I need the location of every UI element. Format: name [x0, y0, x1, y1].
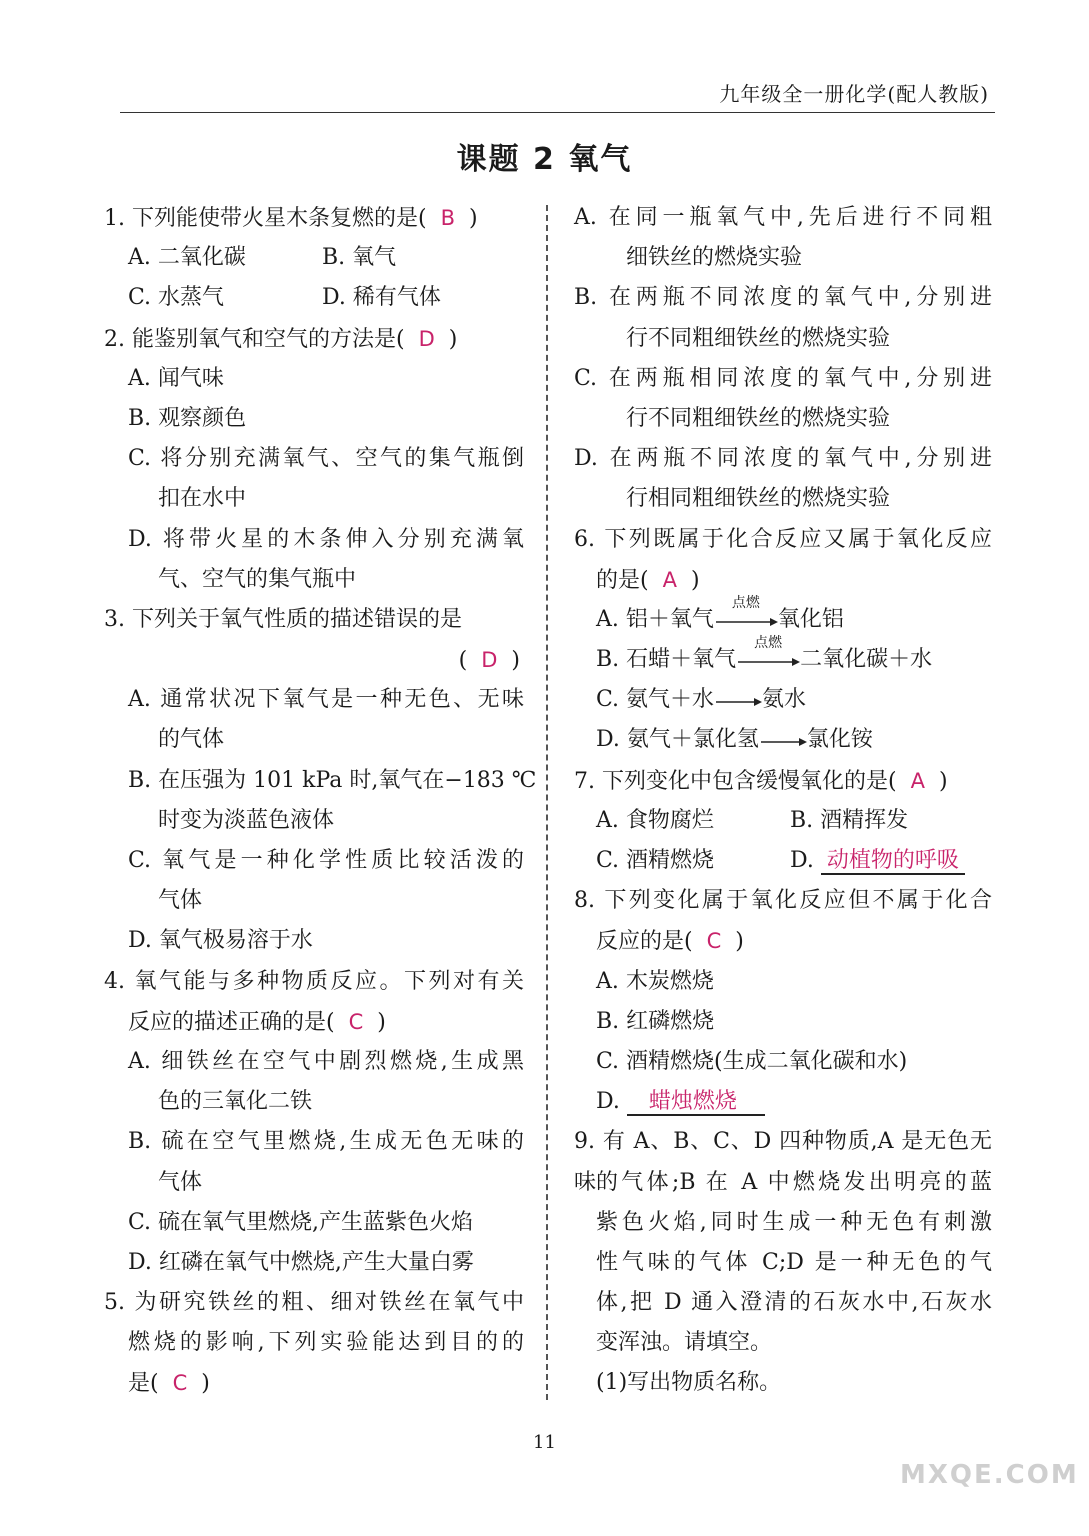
q8-stem: 8. 下列变化属于氧化反应但不属于化合 [574, 888, 992, 914]
q5-option-a: A. 在同一瓶氧气中,先后进行不同粗 [574, 205, 992, 230]
left-column [104, 198, 537, 1404]
q3-answer-line: ( D ) [458, 648, 520, 674]
q2-stem: 2. 能鉴别氧气和空气的方法是( D ) [104, 326, 458, 352]
q1-option-b: B. 氧气 [322, 245, 397, 271]
q3-option-a-cont: 的气体 [158, 727, 225, 753]
watermark: MXQE.COM [900, 1460, 1079, 1490]
q6-stem: 6. 下列既属于化合反应又属于氧化反应 [574, 526, 992, 552]
q5-option-c-cont: 行不同粗细铁丝的燃烧实验 [626, 405, 891, 431]
q7-stem: 7. 下列变化中包含缓慢氧化的是( A ) [574, 768, 948, 794]
q2-answer: D [418, 326, 435, 351]
page-number: 11 [533, 1432, 556, 1453]
q8-option-b: B. 红磷燃烧 [596, 1008, 715, 1034]
q4-option-b-cont: 气体 [158, 1169, 203, 1195]
q5-option-d-cont: 行相同粗细铁丝的燃烧实验 [626, 486, 891, 512]
q9-stem-line2: 的气体;B 在 A 中燃烧发出明亮的蓝 [596, 1169, 992, 1195]
q4-stem: 4. 氧气能与多种物质反应。下列对有关 [104, 968, 524, 994]
arrow-right-icon [736, 657, 800, 667]
header-book-title: 九年级全一册化学(配人教版) [719, 82, 989, 106]
q4-option-a-cont: 色的三氧化二铁 [158, 1089, 313, 1115]
q3-option-d: D. 氧气极易溶于水 [128, 928, 313, 954]
q7-options-row2 [574, 841, 992, 881]
q5-option-b-cont: 行不同粗细铁丝的燃烧实验 [626, 325, 891, 351]
q8-stem-cont: 反应的是( C ) [596, 929, 744, 955]
q8-option-d-blank: 蜡烛燃烧 [627, 1089, 765, 1116]
q3-option-a: A. 通常状况下氧气是一种无色、无味 [128, 687, 524, 713]
q3-option-b: B. 在压强为 101 kPa 时,氧气在−183 ℃ [128, 767, 537, 793]
q6-option-b: B. 石蜡＋氧气 点燃 二氧化碳＋水 [574, 640, 992, 680]
q9-stem-line6: 变浑浊。请填空。 [596, 1330, 773, 1356]
right-column [574, 198, 992, 1404]
q3-option-c: C. 氧气是一种化学性质比较活泼的 [128, 848, 524, 873]
q1-options-row1 [104, 238, 524, 278]
q5-option-c: C. 在两瓶相同浓度的氧气中,分别进 [574, 365, 992, 391]
arrow-right-icon [714, 617, 778, 627]
q5-stem: 5. 为研究铁丝的粗、细对铁丝在氧气中 [104, 1290, 524, 1316]
q6-option-c: C. 氨气＋水 氨水 [574, 680, 992, 720]
q7-answer: A [910, 768, 925, 793]
q7-option-d: D. 动植物的呼吸 [790, 848, 965, 875]
q3-option-c-cont: 气体 [158, 888, 203, 914]
q6-option-a: A. 铝＋氧气 点燃 氧化铝 [574, 600, 992, 640]
q2-option-d-cont: 气、空气的集气瓶中 [158, 566, 357, 592]
q9-stem-line5: 体,把 D 通入澄清的石灰水中,石灰水 [596, 1290, 992, 1316]
q5-stem-cont: 燃烧的影响,下列实验能达到目的的 [128, 1330, 524, 1356]
q9-stem-line4: 性气味的气体 C;D 是一种无色的气 [596, 1249, 992, 1275]
q8-option-d: D. 蜡烛燃烧 [574, 1082, 992, 1122]
q1-answer: B [440, 206, 455, 230]
q4-option-d: D. 红磷在氧气中燃烧,产生大量白雾 [128, 1249, 474, 1275]
q2-option-b: B. 观察颜色 [128, 405, 247, 431]
q1-stem: 1. 下列能使带火星木条复燃的是( B ) [104, 206, 478, 231]
q9-stem: 9. 有 A、B、C、D 四种物质,A 是无色无味 [574, 1129, 992, 1195]
q6-answer: A [662, 567, 677, 592]
q5-option-a-cont: 细铁丝的燃烧实验 [626, 245, 803, 271]
q7-option-b: B. 酒精挥发 [790, 807, 909, 833]
page-title: 课题 2 氧气 [456, 142, 633, 177]
q1-options-row2 [104, 278, 524, 318]
q8-option-a: A. 木炭燃烧 [596, 968, 714, 994]
q4-option-a: A. 细铁丝在空气中剧烈燃烧,生成黑 [128, 1048, 524, 1074]
q1-option-a: A. 二氧化碳 [128, 245, 246, 271]
reaction-condition: 点燃 [754, 635, 783, 652]
q9-subquestion-1: (1)写出物质名称。 [596, 1370, 782, 1396]
q7-option-a: A. 食物腐烂 [596, 807, 714, 833]
q4-stem-cont: 反应的描述正确的是( C ) [128, 1009, 386, 1035]
reaction-arrow [714, 685, 762, 715]
q5-option-b: B. 在两瓶不同浓度的氧气中,分别进 [574, 285, 992, 311]
q4-option-c: C. 硫在氧气里燃烧,产生蓝紫色火焰 [128, 1209, 474, 1235]
arrow-right-icon [714, 697, 762, 707]
q4-answer: C [348, 1009, 364, 1034]
q2-option-c-cont: 扣在水中 [158, 486, 247, 512]
q6-stem-cont: 的是( A ) [596, 567, 700, 593]
q7-options-row1 [574, 801, 992, 841]
q1-option-c: C. 水蒸气 [128, 285, 225, 311]
q7-option-c: C. 酒精燃烧 [596, 848, 715, 873]
q8-answer: C [706, 929, 722, 954]
q2-option-c: C. 将分别充满氧气、空气的集气瓶倒 [128, 446, 524, 472]
q1-option-d: D. 稀有气体 [322, 285, 441, 311]
reaction-arrow [759, 725, 807, 755]
q6-option-d: D. 氨气＋氯化氢 氯化铵 [574, 720, 992, 760]
q5-option-d: D. 在两瓶不同浓度的氧气中,分别进 [574, 446, 992, 472]
q4-option-b: B. 硫在空气里燃烧,生成无色无味的 [128, 1129, 524, 1155]
q2-option-a: A. 闻气味 [128, 365, 224, 391]
q2-option-d: D. 将带火星的木条伸入分别充满氧 [128, 526, 524, 552]
reaction-arrow [714, 594, 778, 635]
q7-option-d-blank: 动植物的呼吸 [821, 848, 965, 875]
q5-stem-cont2: 是( C ) [128, 1371, 210, 1397]
q3-option-b-cont: 时变为淡蓝色液体 [158, 807, 335, 833]
q9-stem-line3: 紫色火焰,同时生成一种无色有刺激 [596, 1209, 992, 1235]
q8-option-c: C. 酒精燃烧(生成二氧化碳和水) [596, 1048, 908, 1074]
header-rule [120, 112, 995, 113]
q5-answer: C [172, 1371, 188, 1396]
reaction-arrow [736, 635, 800, 675]
q3-answer: D [481, 648, 498, 673]
reaction-condition: 点燃 [731, 594, 760, 611]
q3-stem: 3. 下列关于氧气性质的描述错误的是 [104, 606, 462, 632]
arrow-right-icon [759, 737, 807, 747]
column-divider [546, 205, 548, 1400]
